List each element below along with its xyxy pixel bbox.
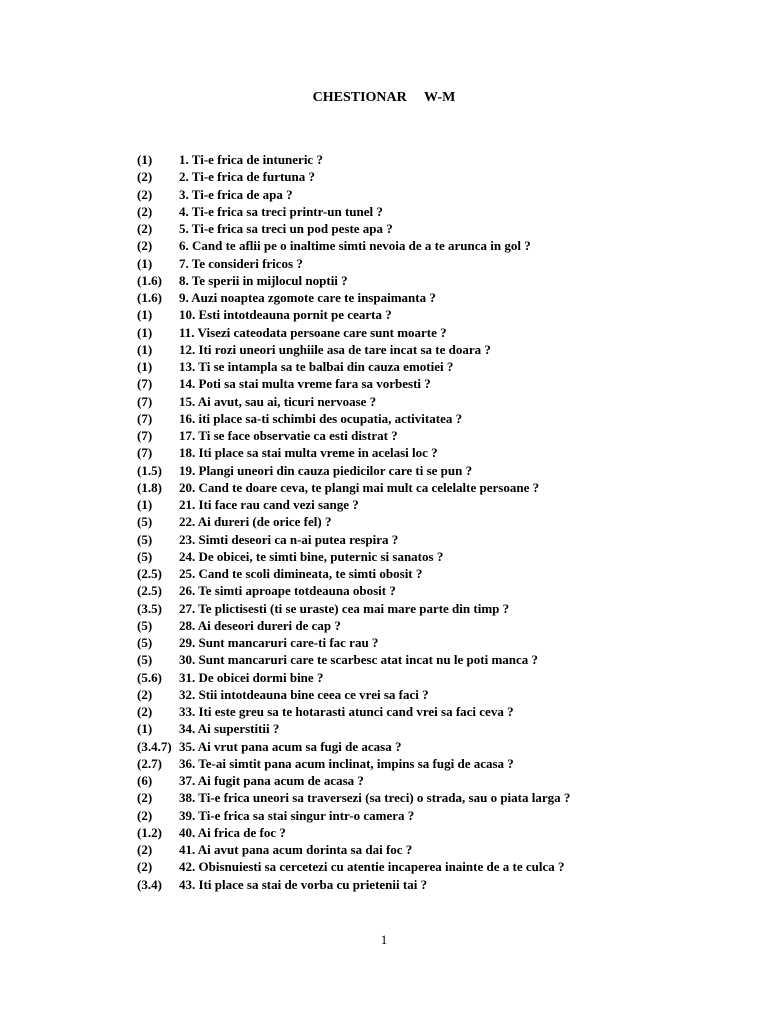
question-text: 19. Plangi uneori din cauza piedicilor care ti se pun ? xyxy=(179,462,473,478)
question-row xyxy=(137,686,748,703)
question-text: 13. Ti se intampla sa te balbai din cauza emotiei ? xyxy=(179,359,454,374)
question-text: 21. Iti face rau cand vezi sange ? xyxy=(179,497,359,512)
question-code: (6) xyxy=(137,773,153,788)
question-text: 16. iti place sa-ti schimbi des ocupatia, activitatea ? xyxy=(179,410,463,426)
question-code: (1.5) xyxy=(137,462,162,478)
question-text: 24. De obicei, te simti bine, puternic si sanatos ? xyxy=(179,548,444,564)
question-code: (1.8) xyxy=(137,479,162,495)
question-row xyxy=(137,324,748,341)
question-row xyxy=(137,789,748,806)
question-text: 42. Obisnuiesti sa cercetezi cu atentie incaperea inainte de a te culca ? xyxy=(179,859,565,875)
question-row xyxy=(137,444,748,461)
question-row xyxy=(137,496,748,513)
question-code: (2) xyxy=(137,704,153,719)
question-code: (1) xyxy=(137,341,153,357)
question-row xyxy=(137,341,748,358)
question-code: (2) xyxy=(137,790,153,806)
question-row xyxy=(137,600,748,617)
question-row xyxy=(137,876,748,893)
question-code: (2) xyxy=(137,859,153,875)
question-code: (2) xyxy=(137,221,153,236)
question-row xyxy=(137,186,748,203)
question-row xyxy=(137,531,748,548)
question-code: (7) xyxy=(137,393,153,409)
question-code: (2.5) xyxy=(137,583,162,599)
question-text: 25. Cand te scoli dimineata, te simti obosit ? xyxy=(179,566,423,581)
question-code: (5) xyxy=(137,531,153,547)
question-text: 39. Ti-e frica sa stai singur intr-o camera ? xyxy=(179,807,415,823)
question-row xyxy=(137,582,748,599)
question-code: (5) xyxy=(137,652,153,668)
question-code: (1) xyxy=(137,255,153,271)
page-number: 1 xyxy=(380,932,388,947)
question-row xyxy=(137,375,748,392)
question-code: (1) xyxy=(137,324,153,340)
question-row xyxy=(137,289,748,306)
question-row xyxy=(137,617,748,634)
question-text: 10. Esti intotdeauna pornit pe cearta ? xyxy=(179,307,392,323)
question-row xyxy=(137,220,748,237)
question-code: (7) xyxy=(137,428,153,443)
question-code: (2) xyxy=(137,238,153,254)
question-row xyxy=(137,824,748,841)
question-text: 30. Sunt mancaruri care te scarbesc atat incat nu le poti manca ? xyxy=(179,652,539,668)
question-code: (5) xyxy=(137,635,153,650)
question-text: 37. Ai fugit pana acum de acasa ? xyxy=(179,773,364,788)
question-row xyxy=(137,858,748,875)
question-row xyxy=(137,272,748,289)
question-row xyxy=(137,462,748,479)
question-text: 2. Ti-e frica de furtuna ? xyxy=(179,169,316,185)
question-text: 28. Ai deseori dureri de cap ? xyxy=(179,617,341,633)
question-row xyxy=(137,669,748,686)
question-code: (1) xyxy=(137,359,153,374)
question-code: (3.5) xyxy=(137,600,162,616)
question-text: 38. Ti-e frica uneori sa traversezi (sa treci) o strada, sau o piata larga ? xyxy=(179,790,571,806)
question-row xyxy=(137,168,748,185)
question-code: (2) xyxy=(137,186,153,202)
question-text: 34. Ai superstitii ? xyxy=(179,721,280,737)
question-code: (5) xyxy=(137,514,153,530)
question-text: 36. Te-ai simtit pana acum inclinat, impins sa fugi de acasa ? xyxy=(179,755,514,771)
question-text: 29. Sunt mancaruri care-ti fac rau ? xyxy=(179,635,379,650)
question-text: 33. Iti este greu sa te hotarasti atunci cand vrei sa faci ceva ? xyxy=(179,704,514,719)
question-row xyxy=(137,565,748,582)
question-row xyxy=(137,720,748,737)
question-row xyxy=(137,513,748,530)
question-row xyxy=(137,306,748,323)
question-text: 4. Ti-e frica sa treci printr-un tunel ? xyxy=(179,203,383,219)
question-code: (5) xyxy=(137,548,153,564)
question-text: 5. Ti-e frica sa treci un pod peste apa ? xyxy=(179,221,393,236)
question-text: 40. Ai frica de foc ? xyxy=(179,824,286,840)
question-code: (2.5) xyxy=(137,566,162,581)
question-row xyxy=(137,841,748,858)
document-title: CHESTIONAR W-M xyxy=(312,90,456,105)
question-code: (2) xyxy=(137,686,153,702)
question-text: 27. Te plictisesti (ti se uraste) cea mai mare parte din timp ? xyxy=(179,600,510,616)
question-code: (3.4) xyxy=(137,876,162,892)
question-code: (2) xyxy=(137,203,153,219)
question-code: (1) xyxy=(137,307,153,323)
question-row xyxy=(137,807,748,824)
question-text: 35. Ai vrut pana acum sa fugi de acasa ? xyxy=(179,738,402,754)
question-text: 11. Visezi cateodata persoane care sunt moarte ? xyxy=(179,324,447,340)
question-text: 15. Ai avut, sau ai, ticuri nervoase ? xyxy=(179,393,377,409)
question-text: 14. Poti sa stai multa vreme fara sa vorbesti ? xyxy=(179,376,431,392)
question-text: 23. Simti deseori ca n-ai putea respira ? xyxy=(179,531,399,547)
question-row xyxy=(137,651,748,668)
question-text: 31. De obicei dormi bine ? xyxy=(179,669,324,685)
question-text: 20. Cand te doare ceva, te plangi mai mult ca celelalte persoane ? xyxy=(179,479,540,495)
question-row xyxy=(137,151,748,168)
question-row xyxy=(137,479,748,496)
question-text: 17. Ti se face observatie ca esti distrat ? xyxy=(179,428,398,443)
question-list xyxy=(137,151,748,893)
question-code: (7) xyxy=(137,410,153,426)
question-row xyxy=(137,548,748,565)
question-code: (2) xyxy=(137,807,153,823)
question-row xyxy=(137,358,748,375)
question-code: (2) xyxy=(137,169,153,185)
question-text: 3. Ti-e frica de apa ? xyxy=(179,186,293,202)
question-code: (1.2) xyxy=(137,824,162,840)
question-text: 1. Ti-e frica de intuneric ? xyxy=(179,152,323,167)
question-text: 9. Auzi noaptea zgomote care te inspaimanta ? xyxy=(179,290,436,305)
question-text: 43. Iti place sa stai de vorba cu prietenii tai ? xyxy=(179,876,428,892)
question-text: 8. Te sperii in mijlocul noptii ? xyxy=(179,272,348,288)
question-code: (1) xyxy=(137,721,153,737)
question-row xyxy=(137,772,748,789)
question-row xyxy=(137,237,748,254)
question-code: (7) xyxy=(137,376,153,392)
question-row xyxy=(137,410,748,427)
question-row xyxy=(137,738,748,755)
question-code: (5.6) xyxy=(137,669,162,685)
question-code: (2) xyxy=(137,842,153,857)
question-code: (1) xyxy=(137,152,153,167)
question-row xyxy=(137,755,748,772)
question-code: (1.6) xyxy=(137,290,162,305)
question-text: 6. Cand te aflii pe o inaltime simti nevoia de a te arunca in gol ? xyxy=(179,238,531,254)
question-text: 7. Te consideri fricos ? xyxy=(179,255,303,271)
question-code: (2.7) xyxy=(137,755,162,771)
question-text: 22. Ai dureri (de orice fel) ? xyxy=(179,514,332,530)
question-text: 32. Stii intotdeauna bine ceea ce vrei sa faci ? xyxy=(179,686,429,702)
question-text: 26. Te simti aproape totdeauna obosit ? xyxy=(179,583,396,599)
question-text: 41. Ai avut pana acum dorinta sa dai foc ? xyxy=(179,842,413,857)
question-code: (3.4.7) xyxy=(137,738,172,754)
question-code: (7) xyxy=(137,445,153,461)
question-code: (1.6) xyxy=(137,272,162,288)
question-row xyxy=(137,203,748,220)
question-code: (1) xyxy=(137,497,153,512)
question-row xyxy=(137,255,748,272)
question-row xyxy=(137,393,748,410)
question-row xyxy=(137,427,748,444)
question-row xyxy=(137,634,748,651)
question-text: 18. Iti place sa stai multa vreme in acelasi loc ? xyxy=(179,445,438,461)
question-text: 12. Iti rozi uneori unghiile asa de tare incat sa te doara ? xyxy=(179,341,491,357)
question-row xyxy=(137,703,748,720)
question-code: (5) xyxy=(137,617,153,633)
